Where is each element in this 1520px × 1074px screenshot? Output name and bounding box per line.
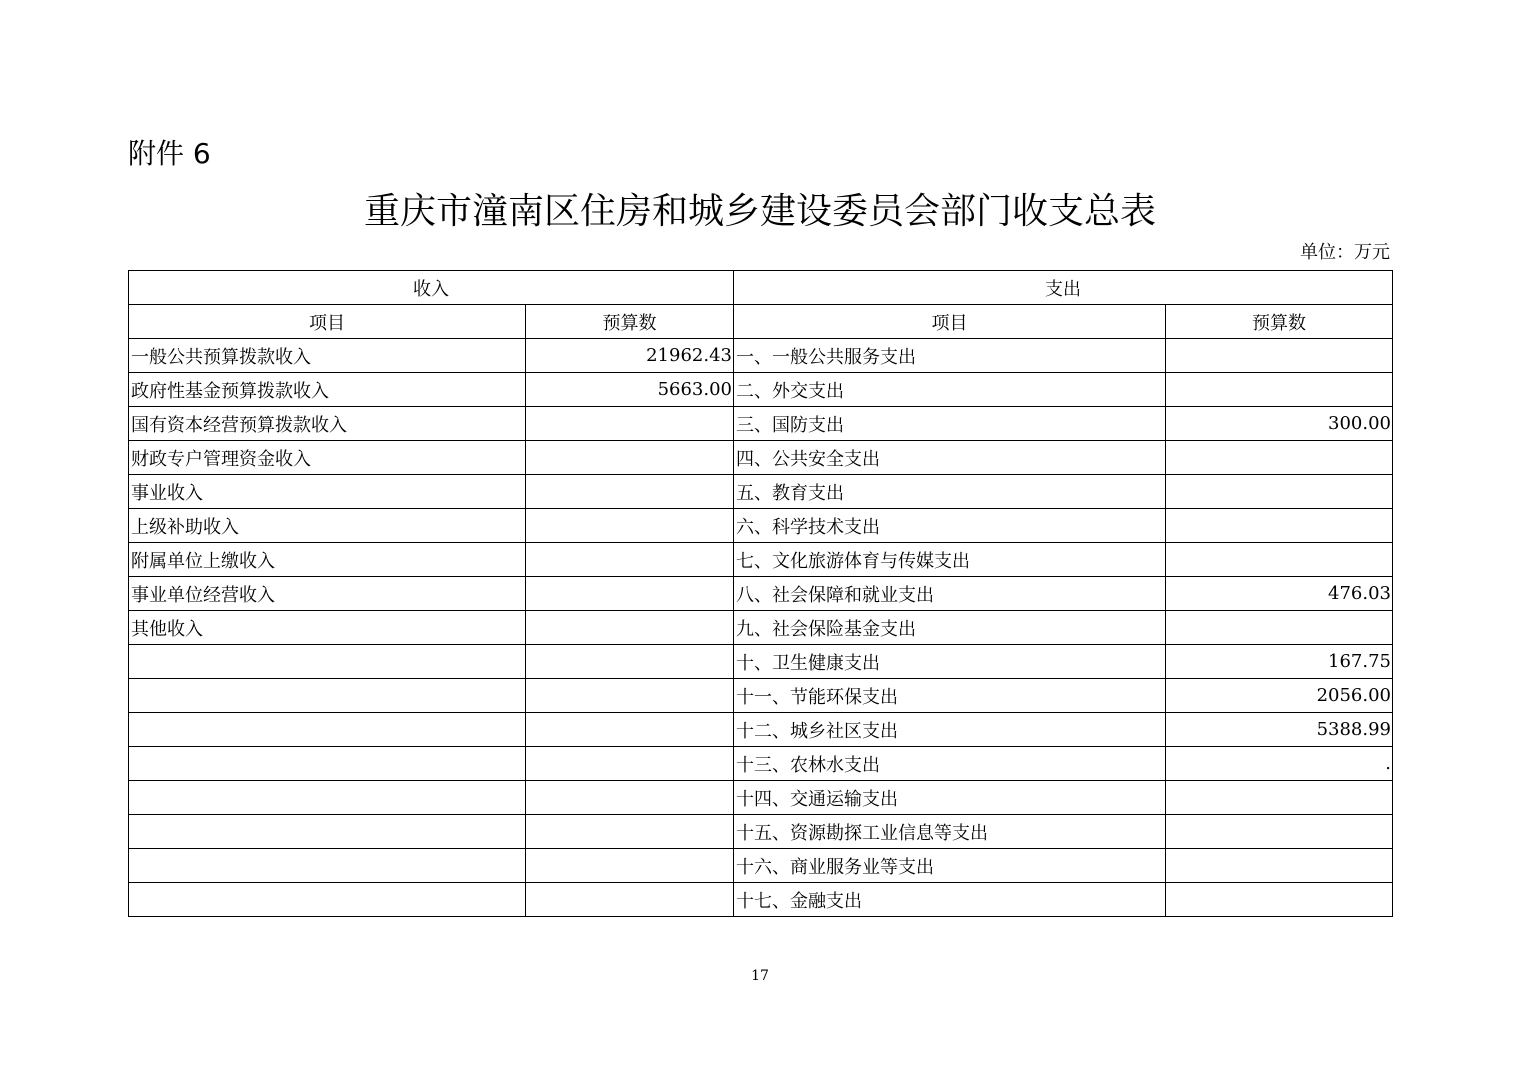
income-item-cell [129, 815, 526, 849]
expense-item-cell: 八、社会保障和就业支出 [734, 577, 1166, 611]
expense-amount-cell: . [1166, 747, 1393, 781]
expense-amount-cell: 2056.00 [1166, 679, 1393, 713]
income-item-cell [129, 883, 526, 917]
expense-amount-cell: 167.75 [1166, 645, 1393, 679]
income-amount-cell [526, 611, 734, 645]
expense-section-header: 支出 [734, 271, 1393, 305]
income-amount-cell [526, 883, 734, 917]
income-amount-cell [526, 543, 734, 577]
expense-item-cell: 十一、节能环保支出 [734, 679, 1166, 713]
expense-item-cell: 五、教育支出 [734, 475, 1166, 509]
income-item-cell [129, 781, 526, 815]
expense-item-cell: 十五、资源勘探工业信息等支出 [734, 815, 1166, 849]
expense-amount-header: 预算数 [1166, 305, 1393, 339]
income-amount-cell [526, 713, 734, 747]
income-amount-cell: 5663.00 [526, 373, 734, 407]
expense-amount-cell [1166, 339, 1393, 373]
expense-item-cell: 十二、城乡社区支出 [734, 713, 1166, 747]
expense-item-cell: 七、文化旅游体育与传媒支出 [734, 543, 1166, 577]
table-row [129, 543, 1393, 577]
income-amount-cell [526, 849, 734, 883]
expense-amount-cell: 476.03 [1166, 577, 1393, 611]
table-row [129, 339, 1393, 373]
expense-item-cell: 四、公共安全支出 [734, 441, 1166, 475]
income-item-cell: 上级补助收入 [129, 509, 526, 543]
table-row [129, 373, 1393, 407]
expense-amount-cell [1166, 611, 1393, 645]
expense-item-cell: 九、社会保险基金支出 [734, 611, 1166, 645]
income-amount-cell [526, 441, 734, 475]
expense-amount-cell [1166, 543, 1393, 577]
income-item-cell: 财政专户管理资金收入 [129, 441, 526, 475]
header-row-columns [129, 305, 1393, 339]
income-amount-cell [526, 475, 734, 509]
table-row [129, 713, 1393, 747]
expense-amount-cell: 5388.99 [1166, 713, 1393, 747]
income-item-cell: 附属单位上缴收入 [129, 543, 526, 577]
income-item-cell: 一般公共预算拨款收入 [129, 339, 526, 373]
income-amount-cell [526, 407, 734, 441]
expense-amount-cell [1166, 475, 1393, 509]
expense-item-cell: 六、科学技术支出 [734, 509, 1166, 543]
expense-item-cell: 十六、商业服务业等支出 [734, 849, 1166, 883]
table-row [129, 849, 1393, 883]
expense-amount-cell [1166, 373, 1393, 407]
table-row [129, 441, 1393, 475]
table-row [129, 475, 1393, 509]
expense-item-cell: 二、外交支出 [734, 373, 1166, 407]
income-amount-cell [526, 781, 734, 815]
table-row [129, 679, 1393, 713]
attachment-label: 附件 6 [128, 137, 211, 170]
income-section-header: 收入 [129, 271, 734, 305]
expense-item-cell: 三、国防支出 [734, 407, 1166, 441]
table-row [129, 815, 1393, 849]
table-row [129, 781, 1393, 815]
page-title: 重庆市潼南区住房和城乡建设委员会部门收支总表 [363, 191, 1156, 232]
table-row [129, 577, 1393, 611]
income-item-cell: 事业单位经营收入 [129, 577, 526, 611]
expense-amount-cell [1166, 883, 1393, 917]
income-amount-cell [526, 577, 734, 611]
expense-item-header: 项目 [734, 305, 1166, 339]
expense-item-cell: 十四、交通运输支出 [734, 781, 1166, 815]
budget-table [128, 270, 1393, 917]
expense-item-cell: 十三、农林水支出 [734, 747, 1166, 781]
expense-amount-cell [1166, 441, 1393, 475]
income-item-cell [129, 713, 526, 747]
table-row [129, 883, 1393, 917]
income-amount-cell [526, 509, 734, 543]
income-item-cell [129, 747, 526, 781]
expense-amount-cell: 300.00 [1166, 407, 1393, 441]
income-item-cell: 其他收入 [129, 611, 526, 645]
page-number: 17 [751, 968, 769, 984]
table-row [129, 509, 1393, 543]
table-row [129, 611, 1393, 645]
income-amount-cell [526, 747, 734, 781]
income-amount-cell [526, 645, 734, 679]
expense-amount-cell [1166, 781, 1393, 815]
budget-table-body [129, 271, 1393, 917]
income-item-cell: 事业收入 [129, 475, 526, 509]
income-amount-cell: 21962.43 [526, 339, 734, 373]
income-item-cell: 政府性基金预算拨款收入 [129, 373, 526, 407]
unit-label: 单位：万元 [1300, 242, 1390, 263]
table-row [129, 645, 1393, 679]
income-item-cell [129, 849, 526, 883]
income-item-header: 项目 [129, 305, 526, 339]
income-item-cell: 国有资本经营预算拨款收入 [129, 407, 526, 441]
income-amount-cell [526, 815, 734, 849]
header-row-sections [129, 271, 1393, 305]
table-row [129, 407, 1393, 441]
income-item-cell [129, 645, 526, 679]
expense-amount-cell [1166, 509, 1393, 543]
expense-item-cell: 十、卫生健康支出 [734, 645, 1166, 679]
expense-amount-cell [1166, 849, 1393, 883]
expense-item-cell: 十七、金融支出 [734, 883, 1166, 917]
expense-item-cell: 一、一般公共服务支出 [734, 339, 1166, 373]
income-amount-header: 预算数 [526, 305, 734, 339]
income-item-cell [129, 679, 526, 713]
expense-amount-cell [1166, 815, 1393, 849]
income-amount-cell [526, 679, 734, 713]
table-row [129, 747, 1393, 781]
